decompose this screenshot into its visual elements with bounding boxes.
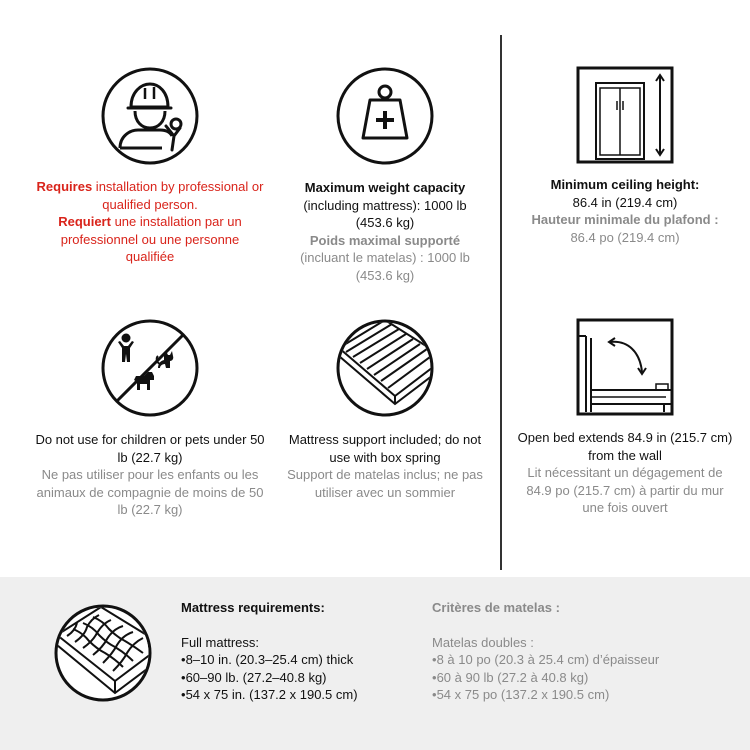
- open-bed-block: [515, 318, 735, 517]
- mattress-support-icon: [335, 318, 435, 418]
- weight-title-fr: Poids maximal supporté: [309, 232, 461, 248]
- requirements-fr-subtitle: Matelas doubles :: [432, 634, 534, 650]
- requirements-fr: [432, 599, 732, 704]
- children-pets-block: [35, 318, 265, 519]
- children-text-fr: Ne pas utiliser pour les enfants ou les animaux de compagnie de moins de 50 lb (22.7 kg): [36, 467, 264, 517]
- open-bed-text-en: Open bed extends 84.9 in (215.7 cm) from the wall: [517, 430, 733, 463]
- ceiling-title-en: Minimum ceiling height:: [550, 177, 700, 192]
- list-item: • 60–90 lb. (27.2–40.8 kg): [181, 669, 411, 687]
- requirements-en-subtitle: Full mattress:: [181, 634, 260, 650]
- mattress-icon: [53, 603, 153, 703]
- vertical-divider: [500, 35, 502, 570]
- requirements-en-title: Mattress requirements:: [181, 600, 325, 615]
- requirements-fr-title: Critères de matelas :: [432, 600, 560, 615]
- children-text-en: Do not use for children or pets under 50 lb (22.7 kg): [35, 432, 265, 465]
- list-item: • 54 x 75 in. (137.2 x 190.5 cm): [181, 686, 411, 704]
- installation-text-fr: Requiert une installation par un professionnel ou une personne qualifiée: [58, 214, 242, 264]
- mattress-support-block: [285, 318, 485, 501]
- weight-title-en: Maximum weight capacity: [304, 180, 466, 195]
- list-item: • 54 x 75 po (137.2 x 190.5 cm): [432, 686, 732, 704]
- open-bed-icon: [576, 318, 674, 416]
- installer-icon: [100, 66, 200, 166]
- list-item: • 60 à 90 lb (27.2 à 40.8 kg): [432, 669, 732, 687]
- no-children-pets-icon: [100, 318, 200, 418]
- weight-body-en: (including mattress): 1000 lb (453.6 kg): [303, 197, 467, 230]
- weight-block: [285, 66, 485, 284]
- open-bed-text-fr: Lit nécessitant un dégagement de 84.9 po (215.7 cm) à partir du mur une fois ouvert: [526, 465, 724, 515]
- ceiling-height-icon: [576, 66, 674, 164]
- mattress-requirements-panel: [0, 577, 750, 750]
- weight-icon: [335, 66, 435, 166]
- support-text-fr: Support de matelas inclus; ne pas utiliser avec un sommier: [287, 467, 483, 500]
- list-item: • 8–10 in. (20.3–25.4 cm) thick: [181, 651, 411, 669]
- installation-block: [35, 66, 265, 266]
- support-text-en: Mattress support included; do not use with box spring: [288, 432, 482, 465]
- ceiling-title-fr: Hauteur minimale du plafond :: [531, 212, 719, 227]
- ceiling-body-fr: 86.4 po (219.4 cm): [570, 229, 680, 245]
- ceiling-block: [515, 66, 735, 246]
- ceiling-body-en: 86.4 in (219.4 cm): [572, 194, 678, 210]
- installation-text-en: Requires installation by professional or qualified person.: [36, 179, 264, 212]
- requirements-en: [181, 599, 411, 704]
- list-item: • 8 à 10 po (20.3 à 25.4 cm) d’épaisseur: [432, 651, 732, 669]
- weight-body-fr: (incluant le matelas) : 1000 lb (453.6 kg): [300, 250, 470, 283]
